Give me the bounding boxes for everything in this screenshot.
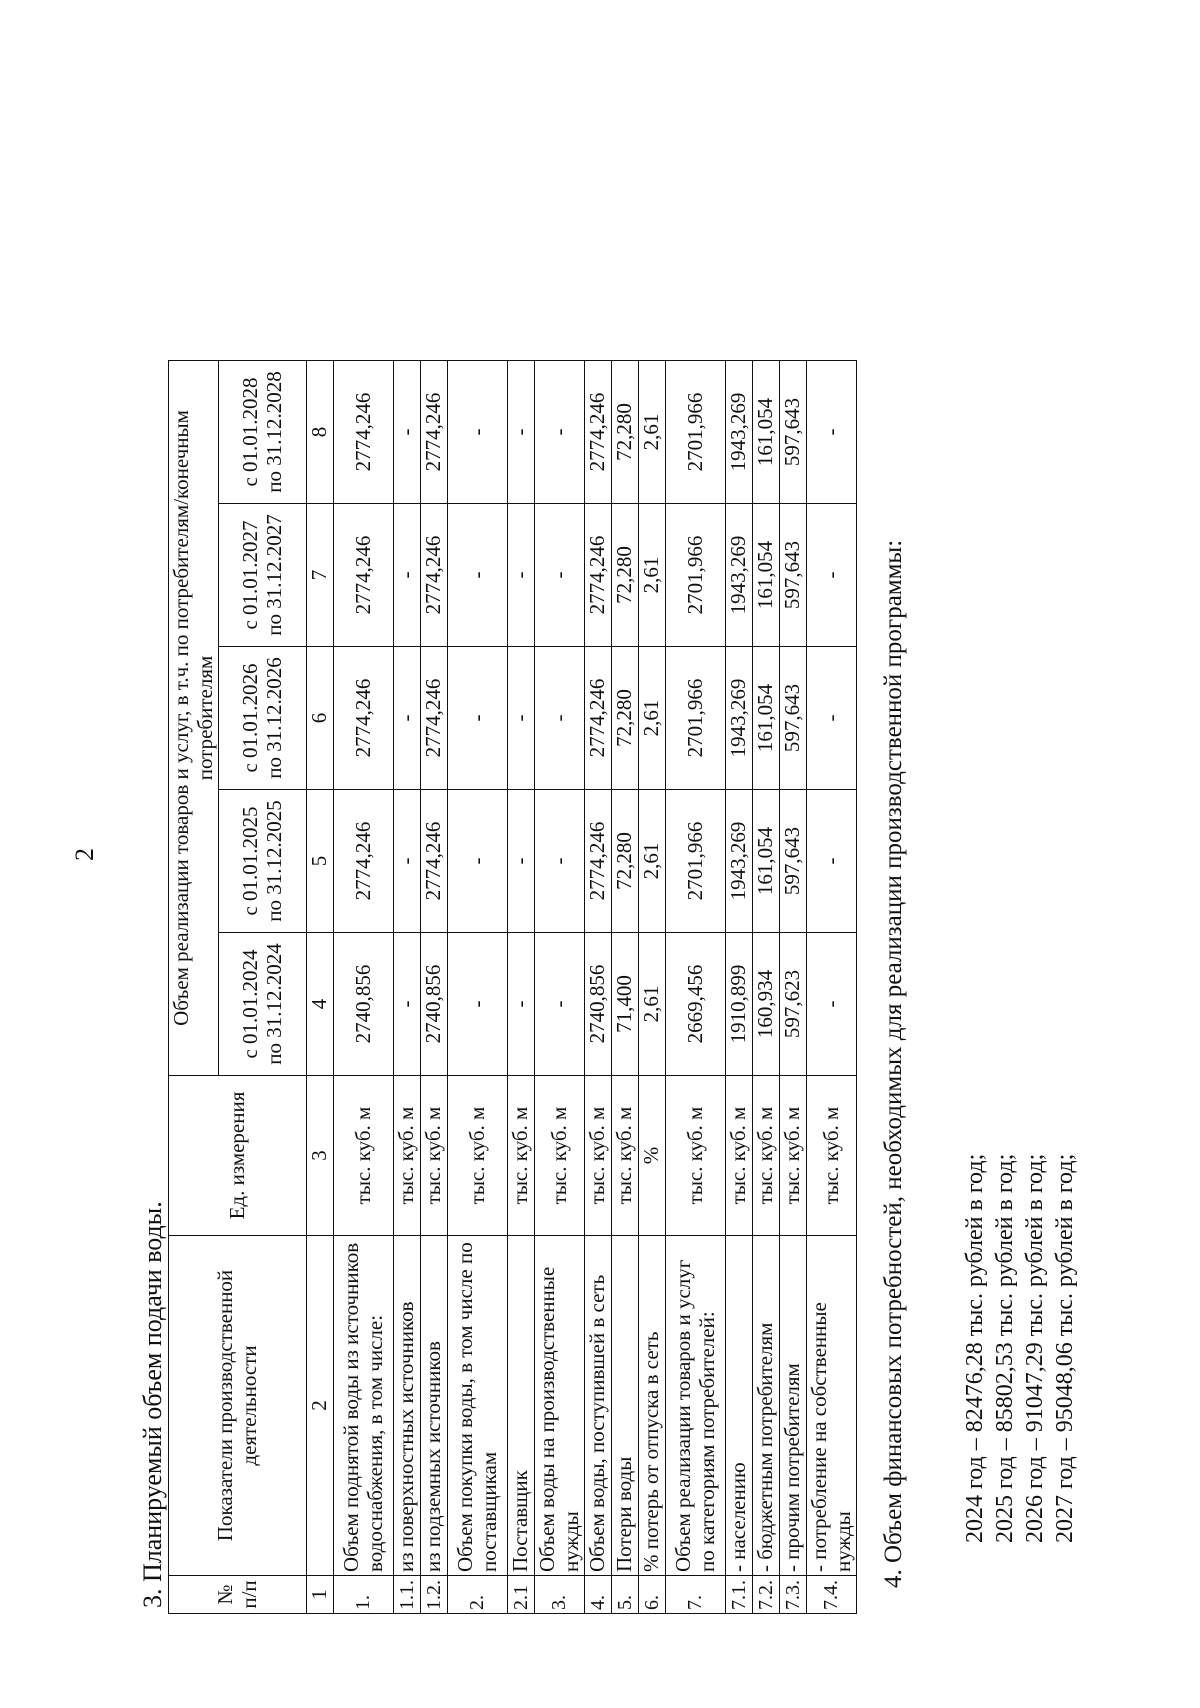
row-number: 2. xyxy=(448,1576,508,1614)
row-number: 3. xyxy=(535,1576,585,1614)
row-value: 2740,856 xyxy=(585,933,612,1076)
row-unit: тыс. куб. м xyxy=(421,1076,448,1236)
row-value: 2774,246 xyxy=(334,361,394,504)
row-value: 2774,246 xyxy=(585,504,612,647)
row-unit: тыс. куб. м xyxy=(334,1076,394,1236)
column-number: 8 xyxy=(307,361,334,504)
column-number: 7 xyxy=(307,504,334,647)
row-value: 1910,899 xyxy=(726,933,753,1076)
row-value: 160,934 xyxy=(753,933,780,1076)
table-row xyxy=(508,361,535,1614)
row-value: - xyxy=(394,361,421,504)
row-value: - xyxy=(508,647,535,790)
row-value: 72,280 xyxy=(612,647,639,790)
row-number: 7.3. xyxy=(780,1576,807,1614)
table-row xyxy=(535,361,585,1614)
row-value: - xyxy=(448,647,508,790)
row-number: 7. xyxy=(666,1576,726,1614)
page-number: 2 xyxy=(70,848,99,861)
row-value: 2774,246 xyxy=(421,647,448,790)
row-number: 1. xyxy=(334,1576,394,1614)
row-unit: тыс. куб. м xyxy=(666,1076,726,1236)
row-unit: тыс. куб. м xyxy=(508,1076,535,1236)
row-indicator: Поставщик xyxy=(508,1236,535,1576)
row-indicator: - населению xyxy=(726,1236,753,1576)
row-value: 2701,966 xyxy=(666,504,726,647)
row-value: 2774,246 xyxy=(421,790,448,933)
row-value: 2774,246 xyxy=(585,647,612,790)
finance-line: 2027 год – 95048,06 тыс. рублей в год; xyxy=(1052,1153,1078,1543)
table-row xyxy=(612,361,639,1614)
row-indicator: - потребление на собственные нужды xyxy=(807,1236,857,1576)
row-value: - xyxy=(508,933,535,1076)
row-unit: тыс. куб. м xyxy=(394,1076,421,1236)
row-indicator: Объем воды на производственные нужды xyxy=(535,1236,585,1576)
row-value: 2774,246 xyxy=(334,504,394,647)
row-indicator: Объем воды, поступившей в сеть xyxy=(585,1236,612,1576)
row-value: 2,61 xyxy=(639,504,666,647)
table-row xyxy=(666,361,726,1614)
row-value: 2774,246 xyxy=(585,790,612,933)
row-value: - xyxy=(807,933,857,1076)
column-number: 6 xyxy=(307,647,334,790)
row-unit: тыс. куб. м xyxy=(448,1076,508,1236)
row-value: - xyxy=(807,504,857,647)
row-value: - xyxy=(448,790,508,933)
row-value: - xyxy=(535,504,585,647)
row-value: - xyxy=(448,933,508,1076)
row-value: 1943,269 xyxy=(726,790,753,933)
row-value: 597,643 xyxy=(780,790,807,933)
row-value: - xyxy=(394,647,421,790)
row-unit: тыс. куб. м xyxy=(807,1076,857,1236)
finance-line: 2026 год – 91047,29 тыс. рублей в год; xyxy=(1022,1153,1048,1543)
table-row xyxy=(780,361,807,1614)
table-row xyxy=(639,361,666,1614)
row-number: 1.1. xyxy=(394,1576,421,1614)
row-value: 161,054 xyxy=(753,504,780,647)
row-value: 1943,269 xyxy=(726,647,753,790)
row-value: 2774,246 xyxy=(421,361,448,504)
row-value: 2774,246 xyxy=(334,647,394,790)
row-number: 1.2. xyxy=(421,1576,448,1614)
table-row xyxy=(448,361,508,1614)
row-value: - xyxy=(535,361,585,504)
section-4-title: 4. Объем финансовых потребностей, необходимых для реализации производственной программы: xyxy=(880,539,907,1588)
row-value: - xyxy=(807,361,857,504)
row-unit: тыс. куб. м xyxy=(726,1076,753,1236)
row-indicator: Потери воды xyxy=(612,1236,639,1576)
column-number: 2 xyxy=(307,1236,334,1576)
column-number: 1 xyxy=(307,1576,334,1614)
row-number: 7.2. xyxy=(753,1576,780,1614)
row-indicator: % потерь от отпуска в сеть xyxy=(639,1236,666,1576)
row-unit: тыс. куб. м xyxy=(612,1076,639,1236)
finance-list xyxy=(960,1154,1080,1543)
row-value: 2,61 xyxy=(639,933,666,1076)
row-number: 7.4. xyxy=(807,1576,857,1614)
row-value: - xyxy=(807,647,857,790)
row-value: - xyxy=(535,933,585,1076)
finance-line: 2025 год – 85802,53 тыс. рублей в год; xyxy=(992,1153,1018,1543)
header-unit: Ед. измерения xyxy=(169,1076,307,1236)
row-value: 72,280 xyxy=(612,790,639,933)
row-value: - xyxy=(394,504,421,647)
table-row xyxy=(753,361,780,1614)
table-row xyxy=(421,361,448,1614)
table-row xyxy=(585,361,612,1614)
row-number: 4. xyxy=(585,1576,612,1614)
row-value: 597,623 xyxy=(780,933,807,1076)
row-value: 71,400 xyxy=(612,933,639,1076)
row-value: 2774,246 xyxy=(585,361,612,504)
row-value: 2774,246 xyxy=(421,504,448,647)
row-value: 161,054 xyxy=(753,647,780,790)
row-value: 1943,269 xyxy=(726,504,753,647)
water-supply-table xyxy=(168,360,857,1614)
row-value: - xyxy=(508,790,535,933)
row-value: 2701,966 xyxy=(666,361,726,504)
row-value: 597,643 xyxy=(780,504,807,647)
header-indicator: Показатели производственной деятельности xyxy=(169,1236,307,1576)
row-unit: тыс. куб. м xyxy=(535,1076,585,1236)
row-value: - xyxy=(448,361,508,504)
header-period: с 01.01.2028 по 31.12.2028 xyxy=(219,361,307,504)
row-value: 2701,966 xyxy=(666,647,726,790)
header-period: с 01.01.2027 по 31.12.2027 xyxy=(219,504,307,647)
table-row xyxy=(394,361,421,1614)
column-number: 3 xyxy=(307,1076,334,1236)
row-value: 72,280 xyxy=(612,361,639,504)
row-value: 2,61 xyxy=(639,361,666,504)
section-3-title: 3. Планируемый объем подачи воды. xyxy=(138,1201,167,1608)
row-value: - xyxy=(508,361,535,504)
row-indicator: из подземных источников xyxy=(421,1236,448,1576)
row-value: - xyxy=(448,504,508,647)
row-value: - xyxy=(394,933,421,1076)
row-indicator: - прочим потребителям xyxy=(780,1236,807,1576)
row-value: 161,054 xyxy=(753,361,780,504)
row-indicator: - бюджетным потребителям xyxy=(753,1236,780,1576)
row-number: 7.1. xyxy=(726,1576,753,1614)
row-value: 2740,856 xyxy=(421,933,448,1076)
row-value: 1943,269 xyxy=(726,361,753,504)
row-value: 2740,856 xyxy=(334,933,394,1076)
row-value: 2774,246 xyxy=(334,790,394,933)
row-indicator: Объем поднятой воды из источников водоснабжения, в том числе: xyxy=(334,1236,394,1576)
table-row xyxy=(726,361,753,1614)
row-unit: тыс. куб. м xyxy=(753,1076,780,1236)
row-unit: % xyxy=(639,1076,666,1236)
row-value: 597,643 xyxy=(780,647,807,790)
finance-line: 2024 год – 82476,28 тыс. рублей в год; xyxy=(962,1153,988,1543)
row-indicator: Объем реализации товаров и услуг по категориям потребителей: xyxy=(666,1236,726,1576)
column-number: 4 xyxy=(307,933,334,1076)
row-number: 2.1 xyxy=(508,1576,535,1614)
row-value: 161,054 xyxy=(753,790,780,933)
row-value: 2,61 xyxy=(639,647,666,790)
table-row xyxy=(807,361,857,1614)
row-number: 5. xyxy=(612,1576,639,1614)
header-period: с 01.01.2025 по 31.12.2025 xyxy=(219,790,307,933)
row-value: 72,280 xyxy=(612,504,639,647)
row-unit: тыс. куб. м xyxy=(585,1076,612,1236)
row-indicator: из поверхностных источников xyxy=(394,1236,421,1576)
header-period: с 01.01.2024 по 31.12.2024 xyxy=(219,933,307,1076)
header-volume-group: Объем реализации товаров и услуг, в т.ч. по потребителям/конечным потребителям xyxy=(169,361,219,1076)
row-unit: тыс. куб. м xyxy=(780,1076,807,1236)
row-value: 2701,966 xyxy=(666,790,726,933)
header-num: № п/п xyxy=(169,1576,307,1614)
row-value: - xyxy=(535,647,585,790)
row-value: - xyxy=(394,790,421,933)
row-value: 597,643 xyxy=(780,361,807,504)
row-number: 6. xyxy=(639,1576,666,1614)
row-indicator: Объем покупки воды, в том числе по поставщикам xyxy=(448,1236,508,1576)
row-value: 2669,456 xyxy=(666,933,726,1076)
row-value: - xyxy=(807,790,857,933)
table-row xyxy=(334,361,394,1614)
row-value: - xyxy=(508,504,535,647)
header-period: с 01.01.2026 по 31.12.2026 xyxy=(219,647,307,790)
row-value: - xyxy=(535,790,585,933)
row-value: 2,61 xyxy=(639,790,666,933)
column-number: 5 xyxy=(307,790,334,933)
